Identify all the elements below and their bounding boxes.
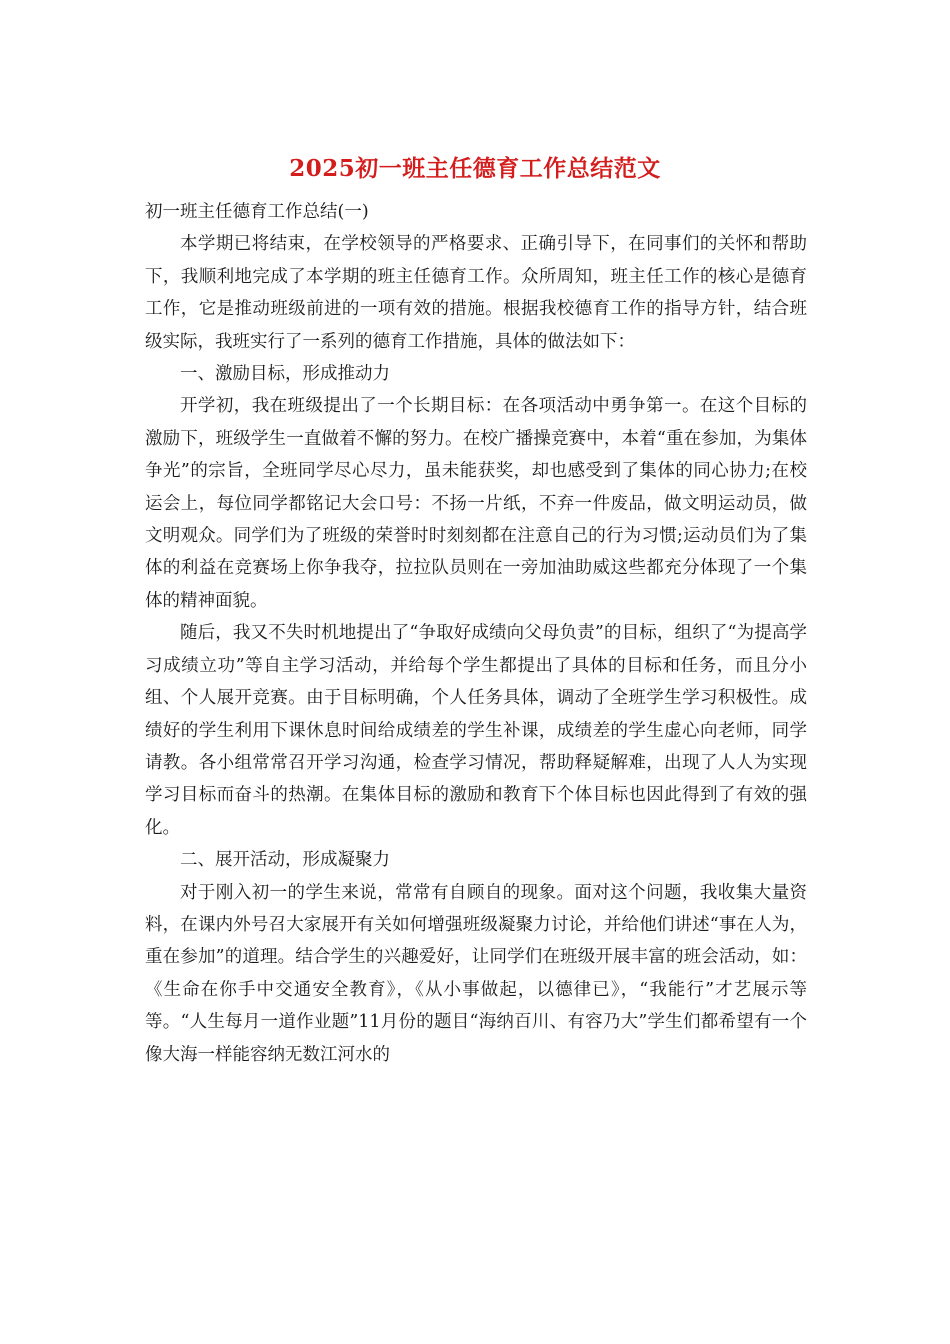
paragraph-intro: 本学期已将结束，在学校领导的严格要求、正确引导下，在同事们的关怀和帮助下，我顺利地完成了本学期的班主任德育工作。众所周知，班主任工作的核心是德育工作，它是推动班级前进的一项有效的措施。根据我校德育工作的指导方针，结合班级实际，我班实行了一系列的德育工作措施，具体的做法如下： — [145, 234, 807, 352]
section-subtitle: 初一班主任德育工作总结(一) — [145, 202, 369, 222]
paragraph-goals: 开学初，我在班级提出了一个长期目标：在各项活动中勇争第一。在这个目标的激励下，班级学生一直做着不懈的努力。在校广播操竞赛中，本着“重在参加，为集体争光”的宗旨，全班同学尽心尽力，虽未能获奖，却也感受到了集体的同心协力;在校运会上，每位同学都铭记大会口号：不扬一片纸，不弃一件废品，做文明运动员，做文明观众。同学们为了班级的荣誉时时刻刻都在注意自己的行为习惯;运动员们为了集体的利益在竞赛场上你争我夺，拉拉队员则在一旁加油助威这些都充分体现了一个集体的精神面貌。 — [145, 396, 807, 611]
paragraph-activities: 对于刚入初一的学生来说，常常有自顾自的现象。面对这个问题，我收集大量资料，在课内外号召大家展开有关如何增强班级凝聚力讨论，并给他们讲述“事在人为，重在参加”的道理。结合学生的兴趣爱好，让同学们在班级开展丰富的班会活动，如：《生命在你手中交通安全教育》，《从小事做起，以德律已》，“我能行”才艺展示等等。“人生每月一道作业题”11月份的题目“海纳百川、有容乃大”学生们都希望有一个像大海一样能容纳无数江河水的 — [145, 882, 807, 1065]
document-title: 2025初一班主任德育工作总结范文 — [289, 155, 661, 182]
section-heading-2: 二、展开活动，形成凝聚力 — [180, 850, 390, 871]
document-body — [145, 196, 807, 1071]
section-heading-1: 一、激励目标，形成推动力 — [180, 364, 390, 385]
paragraph-study-goals: 随后，我又不失时机地提出了“争取好成绩向父母负责”的目标，组织了“为提高学习成绩立功”等自主学习活动，并给每个学生都提出了具体的目标和任务，而且分小组、个人展开竞赛。由于目标明确，个人任务具体，调动了全班学生学习积极性。成绩好的学生利用下课休息时间给成绩差的学生补课，成绩差的学生虚心向老师，同学请教。各小组常常召开学习沟通，检查学习情况，帮助释疑解难，出现了人人为实现学习目标而奋斗的热潮。在集体目标的激励和教育下个体目标也因此得到了有效的强化。 — [145, 623, 807, 838]
